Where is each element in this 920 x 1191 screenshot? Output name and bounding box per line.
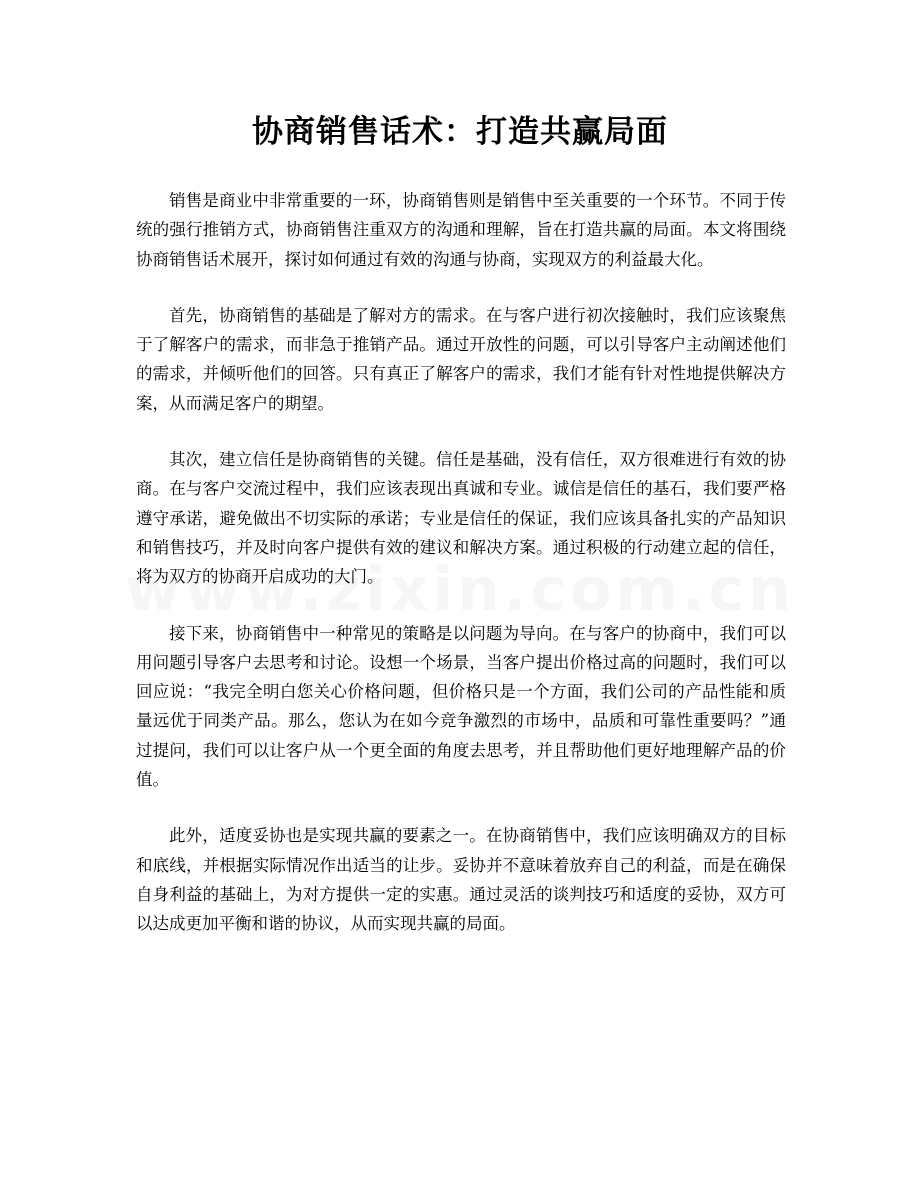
paragraph-understand-needs: 首先，协商销售的基础是了解对方的需求。在与客户进行初次接触时，我们应该聚焦于了解客户的需求，而非急于推销产品。通过开放性的问题，可以引导客户主动阐述他们的需求，并倾听他们的回答。只有真正了解客户的需求，我们才能有针对性地提供解决方案，从而满足客户的期望。 <box>136 305 786 413</box>
document-body <box>136 186 786 966</box>
paragraph-question-oriented: 接下来，协商销售中一种常见的策略是以问题为导向。在与客户的协商中，我们可以用问题引导客户去思考和讨论。设想一个场景，当客户提出价格过高的问题时，我们可以回应说：“我完全明白您关心价格问题，但价格只是一个方面，我们公司的产品性能和质量远优于同类产品。那么，您认为在如今竞争激烈的市场中，品质和可靠性重要吗？”通过提问，我们可以让客户从一个更全面的角度去思考，并且帮助他们更好地理解产品的价值。 <box>136 623 786 790</box>
paragraph-intro: 销售是商业中非常重要的一环，协商销售则是销售中至关重要的一个环节。不同于传统的强行推销方式，协商销售注重双方的沟通和理解，旨在打造共赢的局面。本文将围绕协商销售话术展开，探讨如何通过有效的沟通与协商，实现双方的利益最大化。 <box>136 191 786 269</box>
document-title: 协商销售话术：打造共赢局面 <box>252 114 668 150</box>
paragraph-build-trust: 其次，建立信任是协商销售的关键。信任是基础，没有信任，双方很难进行有效的协商。在与客户交流过程中，我们应该表现出真诚和专业。诚信是信任的基石，我们要严格遵守承诺，避免做出不切实际的承诺；专业是信任的保证，我们应该具备扎实的产品知识和销售技巧，并及时向客户提供有效的建议和解决方案。通过积极的行动建立起的信任，将为双方的协商开启成功的大门。 <box>136 450 786 587</box>
paragraph-compromise: 此外，适度妥协也是实现共赢的要素之一。在协商销售中，我们应该明确双方的目标和底线，并根据实际情况作出适当的让步。妥协并不意味着放弃自己的利益，而是在确保自身利益的基础上，为对方提供一定的实惠。通过灵活的谈判技巧和适度的妥协，双方可以达成更加平衡和谐的协议，从而实现共赢的局面。 <box>136 826 786 934</box>
